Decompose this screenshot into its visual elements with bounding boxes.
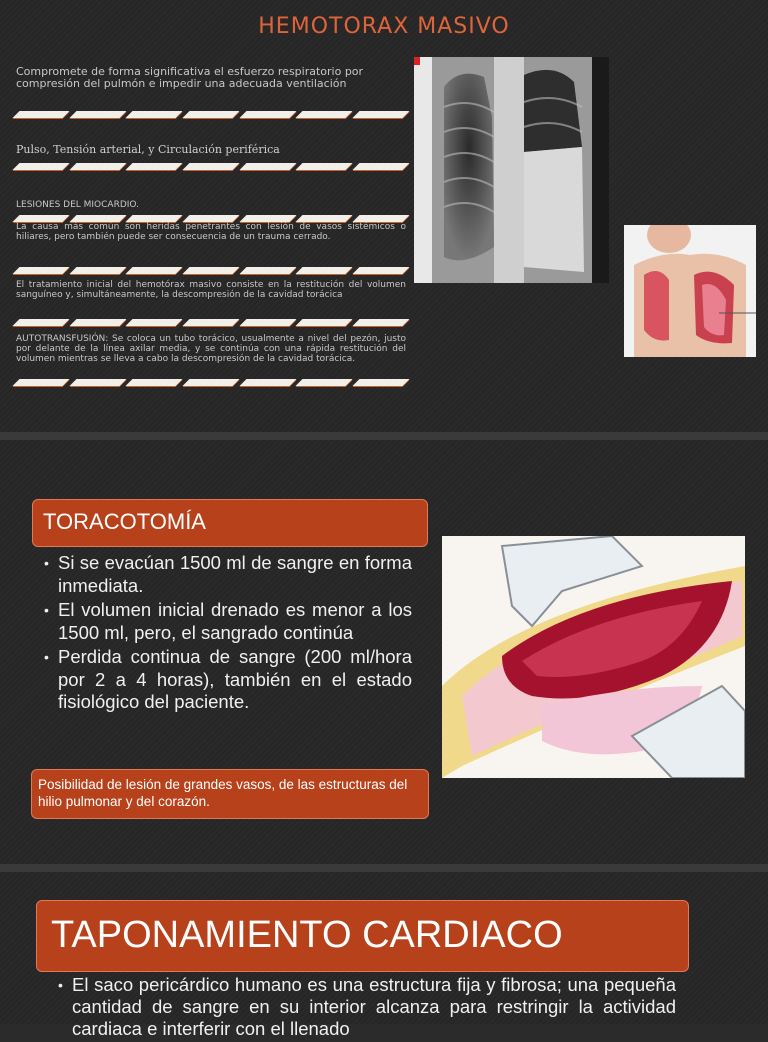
- heading-myocardium: LESIONES DEL MIOCARDIO.: [16, 200, 139, 210]
- slide-title: HEMOTORAX MASIVO: [258, 14, 510, 39]
- title-box: [32, 499, 428, 547]
- slide-gap: [0, 864, 768, 872]
- divider-stripes: [16, 266, 406, 275]
- bullet-icon: •: [44, 602, 49, 618]
- bullet-list: [58, 974, 676, 1042]
- paragraph-treatment: El tratamiento inicial del hemotórax masivo consiste en la restitución del volumen sanguíneo y, simultáneamente, la descompresión de la cavidad torácica: [16, 280, 406, 300]
- slide-toracotomia: [0, 440, 768, 864]
- anatomy-graphic: [624, 225, 756, 357]
- divider-stripes: [16, 378, 406, 387]
- bullet-icon: •: [58, 977, 63, 993]
- bullet-text: Perdida continua de sangre (200 ml/hora por 2 a 4 horas), también en el estado fisiológico del paciente.: [58, 646, 412, 712]
- slide-title: TAPONAMIENTO CARDIACO: [51, 914, 563, 956]
- slide-hemotorax: [0, 0, 768, 432]
- bullet-icon: •: [44, 555, 49, 571]
- bullet-icon: •: [44, 649, 49, 665]
- paragraph-respiratory: Compromete de forma significativa el esfuerzo respiratorio por compresión del pulmón e impedir una adecuada ventilación: [16, 65, 364, 90]
- slide-taponamiento: [0, 872, 768, 1039]
- divider-stripes: [16, 162, 406, 171]
- divider-stripes: [16, 110, 406, 119]
- list-item: [58, 974, 676, 1040]
- list-item: [44, 646, 412, 714]
- paragraph-causes: La causa más común son heridas penetrantes con lesión de vasos sistémicos o hiliares, pero también puede ser consecuencia de un trauma cerrado.: [16, 222, 406, 242]
- note-text: Posibilidad de lesión de grandes vasos, de las estructuras del hilio pulmonar y del corazón.: [38, 777, 408, 809]
- bullet-text: El volumen inicial drenado es menor a los 1500 ml, pero, el sangrado continúa: [58, 599, 412, 643]
- bullet-text: Si se evacúan 1500 ml de sangre en forma inmediata.: [58, 552, 412, 596]
- divider-stripes: [16, 318, 406, 327]
- list-item: [44, 599, 412, 644]
- thorax-anatomy-image: [624, 225, 756, 357]
- xray-graphic: [414, 57, 609, 283]
- paragraph-vitals: Pulso, Tensión arterial, y Circulación periférica: [16, 143, 280, 156]
- slide-gap: [0, 432, 768, 440]
- surgery-illustration-image: [442, 536, 745, 778]
- list-item: [44, 552, 412, 597]
- paragraph-autotransfusion: AUTOTRANSFUSIÓN: Se coloca un tubo torácico, usualmente a nivel del pezón, justo por delante de la línea axilar media, y se continúa con una rápida restitución del volumen mientras se lleva a cabo la descompresión de la cavidad torácica.: [16, 334, 406, 364]
- title-box: [36, 900, 689, 972]
- surgery-graphic: [442, 536, 745, 778]
- slide-title: TORACOTOMÍA: [43, 509, 206, 534]
- chest-xray-image: [414, 57, 609, 283]
- note-box: [31, 769, 429, 819]
- bullet-text: El saco pericárdico humano es una estructura fija y fibrosa; una pequeña cantidad de sangre en su interior alcanza para restringir la actividad cardiaca e interferir con el llenado: [72, 974, 676, 1039]
- bullet-list: [44, 552, 412, 716]
